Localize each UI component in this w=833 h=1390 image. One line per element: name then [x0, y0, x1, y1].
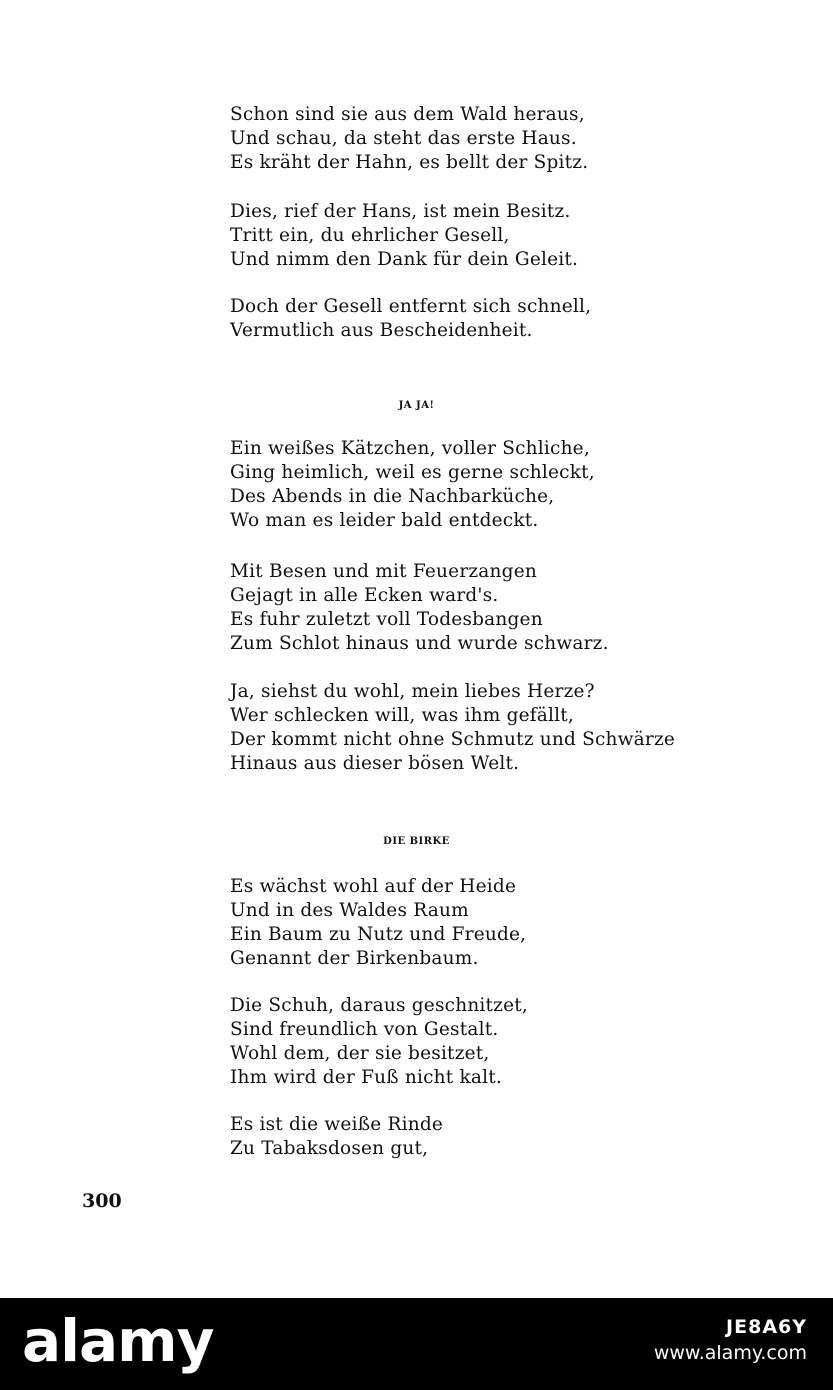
poem-line: Ein weißes Kätzchen, voller Schliche,	[230, 438, 590, 459]
stanza-5	[230, 560, 609, 656]
stanza-1	[230, 103, 588, 175]
stanza-9	[230, 1113, 443, 1161]
poem-line: Und schau, da steht das erste Haus.	[230, 128, 577, 149]
poem-line: Doch der Gesell entfernt sich schnell,	[230, 296, 592, 317]
poem-line: Sind freundlich von Gestalt.	[230, 1019, 499, 1040]
stock-watermark-bar	[0, 1298, 833, 1390]
poem-line: Es fuhr zuletzt voll Todesbangen	[230, 609, 543, 630]
poem-line: Hinaus aus dieser bösen Welt.	[230, 753, 520, 774]
poem-line: Zu Tabaksdosen gut,	[230, 1138, 429, 1159]
poem-line: Ein Baum zu Nutz und Freude,	[230, 924, 527, 945]
poem-line: Dies, rief der Hans, ist mein Besitz.	[230, 201, 571, 222]
stanza-2	[230, 200, 578, 272]
poem-line: Es ist die weiße Rinde	[230, 1114, 444, 1135]
poem-line: Mit Besen und mit Feuerzangen	[230, 561, 537, 582]
poem-line: Der kommt nicht ohne Schmutz und Schwärze	[230, 729, 676, 750]
stock-url: www.alamy.com	[653, 1342, 807, 1364]
poem-line: Ging heimlich, weil es gerne schleckt,	[230, 462, 595, 483]
poem-line: Und nimm den Dank für dein Geleit.	[230, 249, 579, 270]
poem-line: Ihm wird der Fuß nicht kalt.	[230, 1067, 502, 1088]
poem-line: Wer schlecken will, was ihm gefällt,	[230, 705, 574, 726]
image-id: JE8A6Y	[726, 1316, 807, 1338]
alamy-logo: alamy	[22, 1307, 214, 1375]
stanza-3	[230, 295, 591, 343]
poem-line: Ja, siehst du wohl, mein liebes Herze?	[230, 681, 595, 702]
poem-line: Und in des Waldes Raum	[230, 900, 469, 921]
poem-line: Schon sind sie aus dem Wald heraus,	[230, 104, 585, 125]
poem-line: Gejagt in alle Ecken ward's.	[230, 585, 499, 606]
poem-line: Tritt ein, du ehrlicher Gesell,	[230, 225, 510, 246]
stanza-7	[230, 875, 526, 971]
poem-line: Wohl dem, der sie besitzet,	[230, 1043, 490, 1064]
poem-line: Wo man es leider bald entdeckt.	[230, 510, 539, 531]
poem-title-ja-ja: JA JA!	[398, 400, 435, 411]
poem-line: Des Abends in die Nachbarküche,	[230, 486, 555, 507]
poem-line: Genannt der Birkenbaum.	[230, 948, 479, 969]
stanza-8	[230, 994, 528, 1090]
poem-title-die-birke: DIE BIRKE	[383, 836, 450, 847]
poem-line: Vermutlich aus Bescheidenheit.	[230, 320, 533, 341]
poem-line: Die Schuh, daraus geschnitzet,	[230, 995, 528, 1016]
stanza-4	[230, 437, 595, 533]
page-number: 300	[82, 1190, 122, 1212]
stanza-6	[230, 680, 675, 776]
poem-line: Zum Schlot hinaus und wurde schwarz.	[230, 633, 609, 654]
poem-line: Es kräht der Hahn, es bellt der Spitz.	[230, 152, 589, 173]
stock-meta	[654, 1314, 807, 1366]
poem-line: Es wächst wohl auf der Heide	[230, 876, 517, 897]
